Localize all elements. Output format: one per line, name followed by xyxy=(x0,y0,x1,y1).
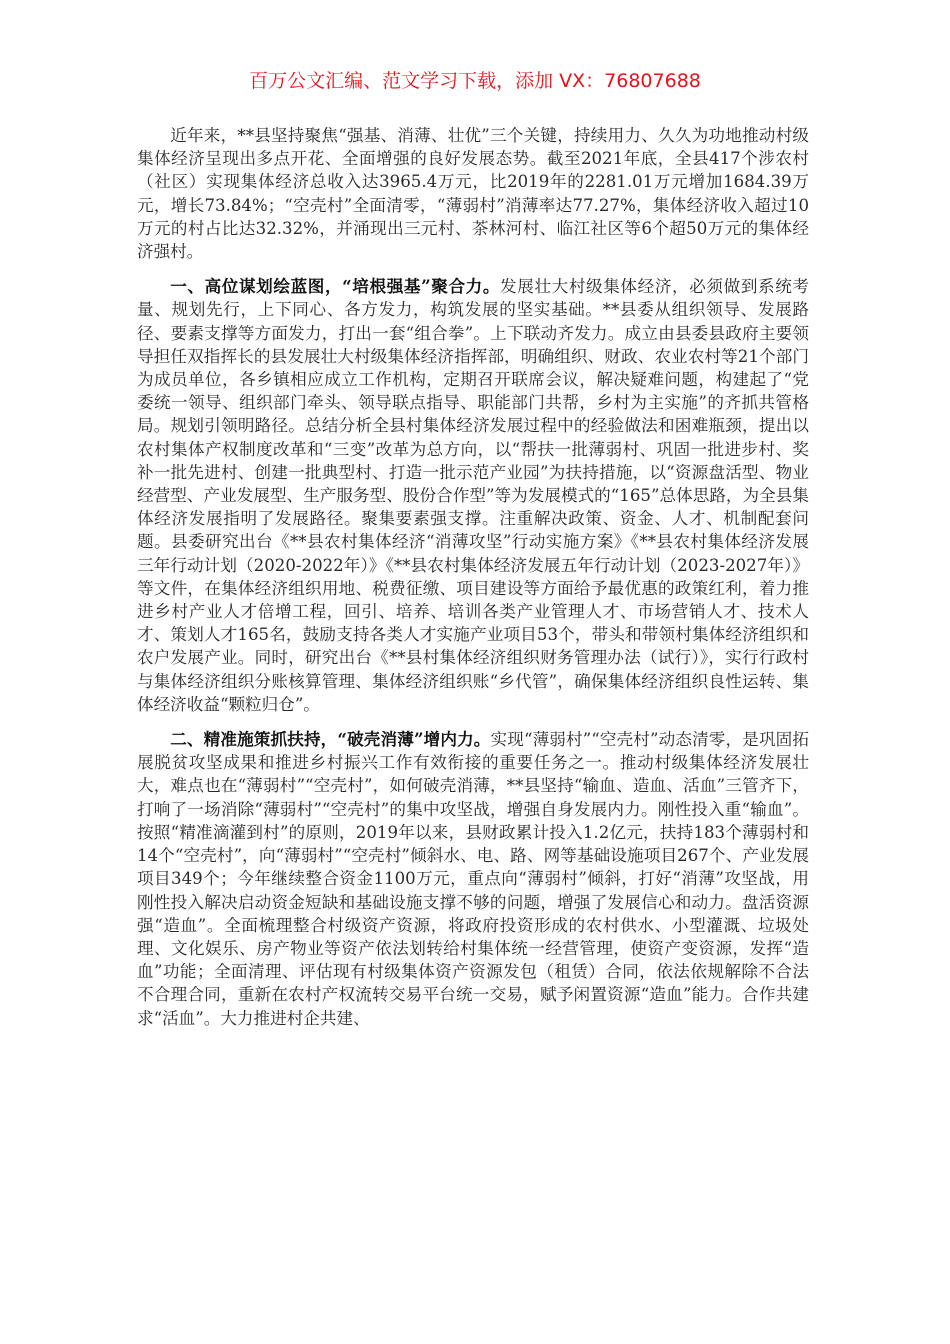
section-two-paragraph xyxy=(137,728,809,1030)
section-two-text: 实现“薄弱村”“空壳村”动态清零，是巩固拓展脱贫攻坚成果和推进乡村振兴工作有效衔接的重要任务之一。推动村级集体经济发展壮大，难点也在“薄弱村”“空壳村”，如何破壳消薄，**县坚持“输血、造血、活血”三管齐下，打响了一场消除“薄弱村”“空壳村”的集中攻坚战，增强自身发展内力。刚性投入重“输血”。按照“精准滴灌到村”的原则，2019年以来，县财政累计投入1.2亿元，扶持183个薄弱村和14个“空壳村”，向“薄弱村”“空壳村”倾斜水、电、路、网等基础设施项目267个、产业发展项目349个；今年继续整合资金1100万元，重点向“薄弱村”倾斜，打好“消薄”攻坚战，用刚性投入解决启动资金短缺和基础设施支撑不够的问题，增强了发展信心和动力。盘活资源强“造血”。全面梳理整合村级资产资源，将政府投资形成的农村供水、小型灌溉、垃圾处理、文化娱乐、房产物业等资产依法划转给村集体统一经营管理，使资产变资源，发挥“造血”功能；全面清理、评估现有村级集体资产资源发包（租赁）合同，依法依规解除不合法不合理合同，重新在农村产权流转交易平台统一交易，赋予闲置资源“造血”能力。合作共建求“活血”。大力推进村企共建、 xyxy=(137,730,809,1028)
document-body xyxy=(137,124,809,1030)
intro-paragraph xyxy=(137,124,809,263)
header-banner: 百万公文汇编、范文学习下载，添加 VX：76807688 xyxy=(249,70,701,92)
section-two-heading: 二、精准施策抓扶持，“破壳消薄”增内力。 xyxy=(170,729,491,750)
paragraph-text: 近年来，**县坚持聚焦“强基、消薄、壮优”三个关键，持续用力、久久为功地推动村级集体经济呈现出多点开花、全面增强的良好发展态势。截至2021年底，全县417个涉农村（社区）实现集体经济总收入达3965.4万元，比2019年的2281.01万元增加1684.39万元，增长73.84%；“空壳村”全面清零，“薄弱村”消薄率达77.27%，集体经济收入超过10万元的村占比达32.32%，并涌现出三元村、茶林河村、临江社区等6个超50万元的集体经济强村。 xyxy=(137,126,809,262)
section-one-paragraph xyxy=(137,275,809,716)
section-one-text: 发展壮大村级集体经济，必须做到系统考量、规划先行，上下同心、各方发力，构筑发展的坚实基础。**县委从组织领导、发展路径、要素支撑等方面发力，打出一套“组合拳”。上下联动齐发力。成立由县委县政府主要领导担任双指挥长的县发展壮大村级集体经济指挥部，明确组织、财政、农业农村等21个部门为成员单位，各乡镇相应成立工作机构，定期召开联席会议，解决疑难问题，构建起了“党委统一领导、组织部门牵头、领导联点指导、职能部门共帮，乡村为主实施”的齐抓共管格局。规划引领明路径。总结分析全县村集体经济发展过程中的经验做法和困难瓶颈，提出以农村集体产权制度改革和“三变”改革为总方向，以“帮扶一批薄弱村、巩固一批进步村、奖补一批先进村、创建一批典型村、打造一批示范产业园”为扶持措施，以“资源盘活型、物业经营型、产业发展型、生产服务型、股份合作型”等为发展模式的“165”总体思路，为全县集体经济发展指明了发展路径。聚集要素强支撑。注重解决政策、资金、人才、机制配套问题。县委研究出台《**县农村集体经济“消薄攻坚”行动实施方案》《**县农村集体经济发展三年行动计划（2020-2022年）》《**县农村集体经济发展五年行动计划（2023-2027年）》等文件，在集体经济组织用地、税费征缴、项目建设等方面给予最优惠的政策红利，着力推进乡村产业人才倍增工程，回引、培养、培训各类产业管理人才、市场营销人才、技术人才、策划人才165名，鼓励支持各类人才实施产业项目53个，带头和带领村集体经济组织和农户发展产业。同时，研究出台《**县村集体经济组织财务管理办法（试行）》，实行行政村与集体经济组织分账核算管理、集体经济组织账“乡代管”，确保集体经济组织良性运转、集体经济收益“颗粒归仓”。 xyxy=(137,277,809,714)
section-one-heading: 一、高位谋划绘蓝图，“培根强基”聚合力。 xyxy=(170,276,501,297)
